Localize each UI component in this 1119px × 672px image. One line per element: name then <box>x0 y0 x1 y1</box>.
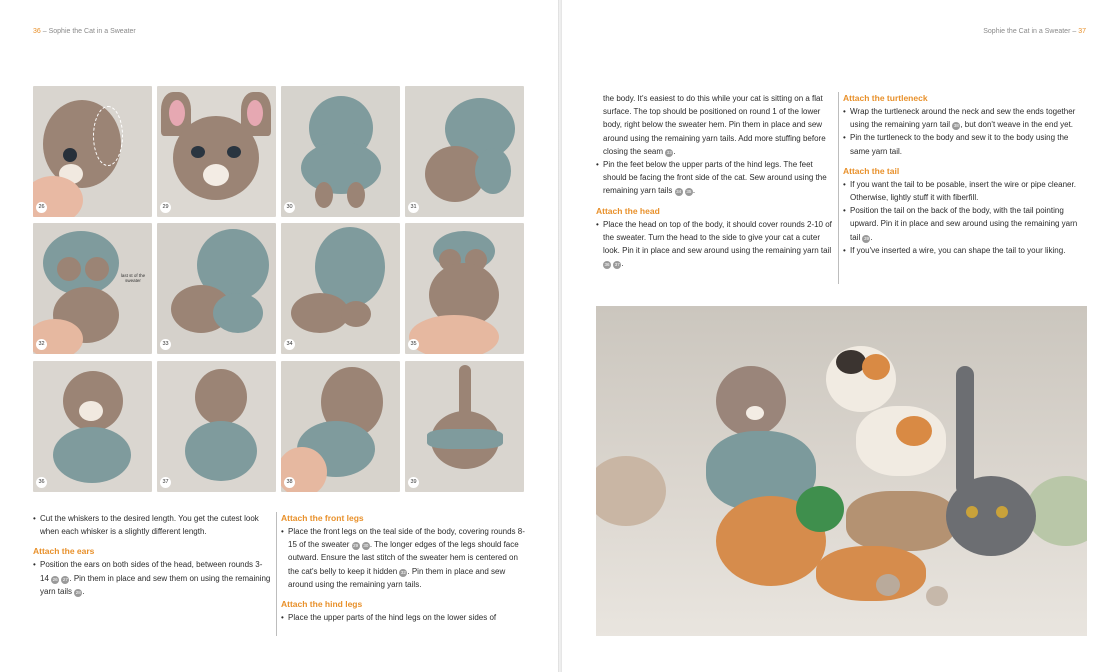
photo-ref-icon: 35 <box>686 189 692 195</box>
photo-ref-icon: 28 <box>75 589 81 595</box>
step-photo <box>281 223 400 354</box>
page-number-left: 36 <box>33 28 41 35</box>
instruction-head: • Place the head on top of the body, it should cover rounds 2-10 of the sweater. Turn the head to the side to give your cat a cuter look. Pin it in place and sew around using the remaining yarn tail 36 37 . <box>596 218 832 271</box>
instruction-tail-shape: • If you've inserted a wire, you can shape the tail to your liking. <box>843 244 1087 257</box>
step-photo <box>405 223 524 354</box>
instruction-tail-position: • Position the tail on the back of the body, with the tail pointing upward. Pin it in place and sew around using the remaining yarn tail 39 . <box>843 204 1087 244</box>
step-photo <box>33 361 152 492</box>
photo-ref-icon: 37 <box>614 262 620 268</box>
heading-attach-front-legs: Attach the front legs <box>281 513 364 523</box>
step-number: 26 <box>36 202 47 213</box>
photo-ref-icon: 38 <box>953 123 959 129</box>
instruction-hind-legs: • Place the upper parts of the hind legs on the lower sides of <box>281 611 525 624</box>
step-photo <box>157 86 276 217</box>
step-photo <box>405 361 524 492</box>
photo-ref-icon: 27 <box>62 576 68 582</box>
step-number: 34 <box>284 339 295 350</box>
step-photo <box>281 86 400 217</box>
page-number-right: 37 <box>1078 28 1086 35</box>
photo-ref-icon: 34 <box>676 189 682 195</box>
instruction-ears: • Position the ears on both sides of the head, between rounds 3-14 26 27 . Pin them in place and sew them on using the remaining yarn tails 28 . <box>33 558 271 598</box>
step-number: 35 <box>408 339 419 350</box>
finished-cats-photo <box>596 306 1087 636</box>
running-head-left: 36 – Sophie the Cat in a Sweater <box>33 28 136 35</box>
left-text-column-2 <box>281 512 525 624</box>
right-text-column-2 <box>843 92 1087 257</box>
photo-ref-icon: 36 <box>604 262 610 268</box>
step-number: 33 <box>160 339 171 350</box>
instruction-whiskers: • Cut the whiskers to the desired length. You get the cutest look when each whisker is a slightly different length. <box>33 512 271 538</box>
left-text-column-1 <box>33 512 271 598</box>
step-photo <box>405 86 524 217</box>
right-text-column-1 <box>596 92 832 270</box>
step-number: 30 <box>284 202 295 213</box>
heading-attach-head: Attach the head <box>596 205 660 216</box>
instruction-hind-legs-cont: the body. It's easiest to do this while your cat is sitting on a flat surface. The top should be positioned on round 1 of the lower body, right below the sweater hem. Pin them in place and sew around using the remaining yarn tails. Add more stuffing before closing the seam 33 . <box>603 94 826 156</box>
column-divider <box>838 92 839 284</box>
step-photo <box>157 361 276 492</box>
step-number: 37 <box>160 477 171 488</box>
left-page <box>0 0 558 672</box>
step-number: 39 <box>408 477 419 488</box>
instruction-feet: • Pin the feet below the upper parts of the hind legs. The feet should be facing the front side of the cat. Sew around using the remaining yarn tails 34 35 . <box>596 158 832 198</box>
step-number: 36 <box>36 477 47 488</box>
heading-attach-turtleneck: Attach the turtleneck <box>843 93 928 103</box>
photo-ref-icon: 30 <box>363 543 369 549</box>
step-number: 32 <box>36 339 47 350</box>
running-head-right: Sophie the Cat in a Sweater – 37 <box>983 28 1086 35</box>
heading-attach-tail: Attach the tail <box>843 165 900 176</box>
step-photo-grid <box>33 86 525 492</box>
photo-ref-icon: 39 <box>863 235 869 241</box>
instruction-front-legs: • Place the front legs on the teal side of the body, covering rounds 8-15 of the sweater 29 30 . The longer edges of the legs should face outward. Ensure the last stitch of the sweater hem is centered on the cat's belly to keep it hidden 32 . Pin them in place and sew around using the remaining yarn tails. <box>281 525 525 591</box>
step-photo <box>33 86 152 217</box>
instruction-turtleneck-pin: • Pin the turtleneck to the body and sew it to the body using the same yarn tail. <box>843 131 1087 157</box>
photo-annotation: last st of the sweater <box>120 273 146 283</box>
step-photo <box>33 223 152 354</box>
step-photo <box>157 223 276 354</box>
heading-attach-hind-legs: Attach the hind legs <box>281 599 363 610</box>
instruction-tail-stuffing: • If you want the tail to be posable, insert the wire or pipe cleaner. Otherwise, lightly stuff it with fiberfill. <box>843 178 1087 204</box>
photo-ref-icon: 33 <box>666 149 672 155</box>
step-number: 31 <box>408 202 419 213</box>
book-title-left: Sophie the Cat in a Sweater <box>48 28 136 35</box>
book-title-right: Sophie the Cat in a Sweater <box>983 28 1071 35</box>
step-number: 29 <box>160 202 171 213</box>
step-number: 38 <box>284 477 295 488</box>
photo-ref-icon: 26 <box>52 576 58 582</box>
photo-ref-icon: 29 <box>353 543 359 549</box>
column-divider <box>276 512 277 636</box>
heading-attach-ears: Attach the ears <box>33 546 95 557</box>
step-photo <box>281 361 400 492</box>
photo-ref-icon: 32 <box>400 569 406 575</box>
instruction-turtleneck-wrap: • Wrap the turtleneck around the neck and sew the ends together using the remaining yarn tail 38 , but don't weave in the end yet. <box>843 105 1087 131</box>
